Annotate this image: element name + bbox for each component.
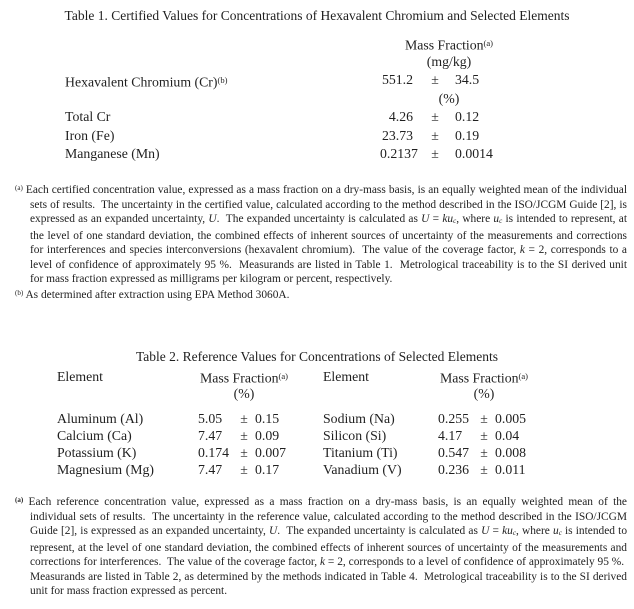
table-row [57,444,530,461]
value: 0.174 [198,445,230,460]
row-label: Silicon (Si) [323,428,387,443]
footnote-text-segment: u [553,525,559,538]
plus-minus: ± [480,428,488,443]
table1-header-row [65,34,530,53]
superscript-marker: (a) [483,38,494,48]
value: 551.2 [381,72,413,87]
gap [290,444,323,461]
gap [290,368,323,387]
table-row [57,410,530,427]
table-row [65,71,530,90]
footnote-text-segment: U [208,213,217,226]
unit-label: (mg/kg) [426,53,472,69]
value: 7.47 [198,428,223,443]
table2-footnotes [15,493,628,598]
value: 0.255 [438,411,470,426]
table2 [57,368,530,478]
uncertainty: 0.17 [255,462,280,477]
value: 0.2137 [380,146,418,161]
table-row [65,108,530,127]
element-header-right: Element [323,369,369,384]
plus-minus: ± [431,127,439,143]
footnote-text-segment: k [519,244,525,257]
table1-unit-row [65,90,530,109]
footnote: $^{(a)}$ Each certified concentration value, expressed as a mass fraction on a dry-mass basis, is an equally weighted mean of the individual sets of results. The uncertainty in the certified value, calculated according to the method described in the ISO/JCGM Guide [2], is expressed as an expanded uncertainty, U. The expanded uncertainty is calculated as U = kuc, where uc is intended to represent, at the level of one standard deviation, the combined effects of inherent sources of uncertainty of the measurements and corrections for interferences and species interconversions (hexavalent chromium). The value of the coverage factor, k = 2, corresponds to a level of confidence of approximately 95 %. Measurands are listed in Table 1. Metrological traceability is to the SI derived unit for mass fraction expressed as milligrams per kilogram or percent, respectively. [15,184,627,286]
uncertainty: 0.04 [495,428,520,443]
footnote-text-segment: c [558,529,562,538]
value: 0.236 [438,462,470,477]
footnote-text-segment: ku [502,525,513,538]
spacer-row [57,402,530,410]
row-label: Potassium (K) [57,445,137,460]
superscript-marker: (a) [518,371,529,381]
unit-label: (%) [438,90,460,106]
uncertainty: 0.19 [455,127,480,143]
row-label: Magnesium (Mg) [57,462,154,477]
table2-title: Table 2. Reference Values for Concentrations of Selected Elements [135,349,499,364]
plus-minus: ± [431,72,439,87]
footnote-text-segment: ku [442,213,454,226]
uncertainty: 0.0014 [455,146,493,161]
row-label: Calcium (Ca) [57,428,132,443]
table1 [65,34,530,164]
plus-minus: ± [240,411,248,426]
footnote-text-segment: c [512,529,516,538]
table-row [57,461,530,478]
uncertainty: 0.15 [255,411,280,426]
uncertainty: 0.005 [495,411,527,426]
plus-minus: ± [431,109,439,124]
row-label: Titanium (Ti) [323,445,398,460]
row-label: Iron (Fe) [65,127,115,143]
value: 4.17 [438,428,463,443]
footnote-text-segment: u [493,213,500,226]
table-row [65,127,530,146]
superscript-marker: (a) [278,371,289,381]
row-label: Manganese (Mn) [65,146,160,161]
table1-unit-row [65,53,530,72]
row-label: Aluminum (Al) [57,411,144,426]
row-label: Total Cr [65,109,111,124]
unit-label-right: (%) [473,386,495,401]
plus-minus: ± [480,462,488,477]
mass-fraction-header-right: Mass Fraction$^{(a)}$ [439,370,529,386]
footnote-marker: (a) [15,184,23,192]
uncertainty: 0.12 [455,109,480,124]
table-row [65,145,530,164]
uncertainty: 0.09 [255,428,280,443]
table-row [57,427,530,444]
plus-minus: ± [240,428,248,443]
unit-label-left: (%) [233,386,255,401]
plus-minus: ± [480,445,488,460]
row-label: Vanadium (V) [323,462,402,477]
footnote-marker: (b) [15,289,24,298]
mass-fraction-header-left: Mass Fraction$^{(a)}$ [199,370,289,386]
row-label: Sodium (Na) [323,411,395,426]
uncertainty: 34.5 [455,72,480,87]
value: 7.47 [198,462,223,477]
uncertainty: 0.007 [255,445,287,460]
table1-footnotes [15,181,627,303]
value: 0.547 [438,445,470,460]
uncertainty: 0.008 [495,445,527,460]
footnote-text-segment: U [481,525,490,538]
value: 5.05 [198,411,223,426]
footnote-text-segment: U [269,525,278,538]
table1-title: Table 1. Certified Values for Concentrations of Hexavalent Chromium and Selected Elements [64,8,570,23]
footnote-text-segment: c [499,217,503,226]
footnote-marker: (a) [15,496,24,504]
value: 4.26 [388,109,413,124]
plus-minus: ± [240,445,248,460]
superscript-marker: (b) [217,75,228,85]
uncertainty: 0.011 [495,462,526,477]
footnote-text-segment: c [453,217,457,226]
footnote: $^{(b)}$ As determined after extraction using EPA Method 3060A. [15,289,290,302]
gap [290,410,323,427]
footnote: $^{(a)}$ Each reference concentration value, expressed as a mass fraction on a dry-mass basis, is an equally weighted mean of the individual sets of results. The uncertainty in the reference value, calculated according to the method described in the ISO/JCGM Guide [2], is expressed as an expanded uncertainty, U. The expanded uncertainty is calculated as U = kuc, where uc is intended to represent, at the level of one standard deviation, the combined effects of inherent sources of uncertainty of the measurements and corrections for interferences. The value of the coverage factor, k = 2, corresponds to a level of confidence of approximately 95 %. Measurands are listed in Table 2, as determined by the methods indicated in Table 4. Metrological traceability is to the SI derived unit for mass fraction expressed as percent. [15,496,628,598]
mass-fraction-header: Mass Fraction$^{(a)}$ [404,37,494,53]
footnote-text-segment: k [319,556,326,569]
table2-unit-row [57,385,530,402]
plus-minus: ± [480,411,488,426]
row-label: Hexavalent Chromium $(Cr)^{(b)}$ [65,74,228,90]
gap [290,461,323,478]
plus-minus: ± [240,462,248,477]
footnote-text-segment: U [421,213,430,226]
value: 23.73 [381,127,413,143]
gap [290,427,323,444]
table2-header-row [57,368,530,385]
element-header-left: Element [57,369,103,384]
plus-minus: ± [431,146,439,161]
